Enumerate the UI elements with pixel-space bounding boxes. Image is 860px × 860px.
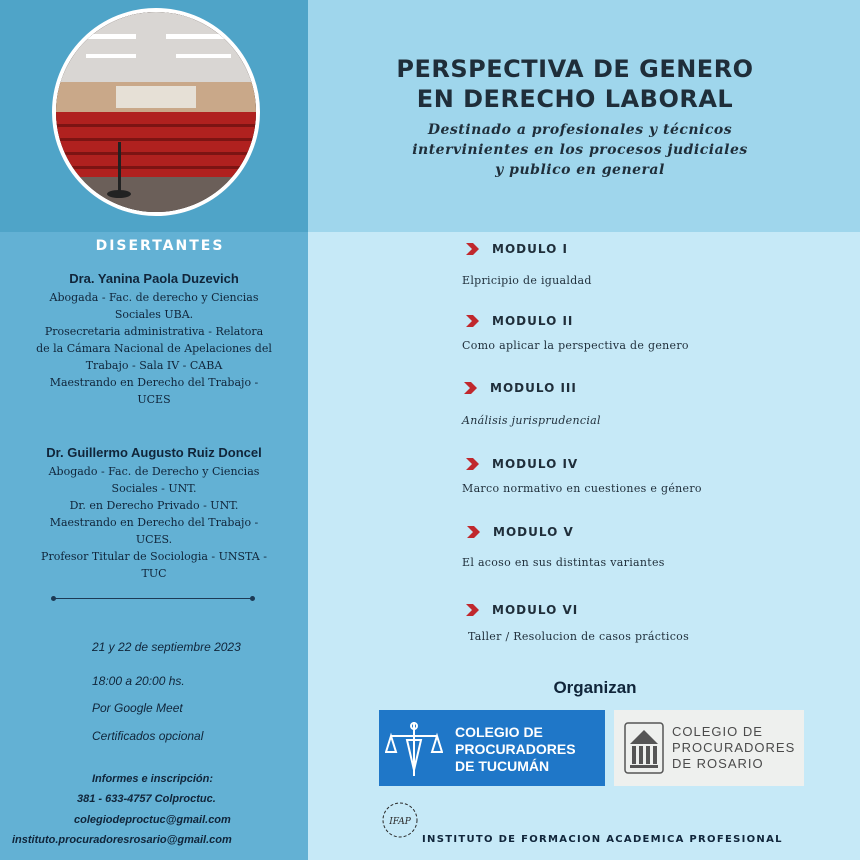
tucuman-logo-text — [455, 724, 576, 775]
bio-line: Trabajo - Sala IV - CABA — [85, 359, 223, 372]
institute-logo-letters: IFAP — [389, 817, 411, 827]
bio-line: Abogada - Fac. de derecho y Ciencias — [49, 291, 259, 304]
module-2-desc: Como aplicar la perspectiva de genero — [462, 339, 689, 352]
event-platform: Por Google Meet — [92, 701, 183, 715]
logo-line: DE ROSARIO — [672, 756, 764, 771]
module-1-heading — [464, 242, 568, 256]
module-label: MODULO III — [490, 381, 577, 395]
bio-line: Abogado - Fac. de Derecho y Ciencias — [48, 465, 260, 478]
module-label: MODULO I — [492, 242, 568, 256]
subtitle-line: Destinado a profesionales y técnicos — [427, 122, 733, 138]
module-4-heading — [464, 457, 578, 471]
contact-email-2[interactable]: instituto.procuradoresrosario@gmail.com — [12, 834, 232, 846]
speaker-1-bio — [24, 289, 284, 408]
logo-line: PROCURADORES — [672, 740, 796, 755]
right-header-panel — [308, 0, 860, 232]
building-seal-icon — [624, 722, 664, 774]
module-label: MODULO V — [493, 525, 574, 539]
subtitle-line: y publico en general — [495, 162, 665, 178]
chevron-right-icon — [465, 525, 481, 539]
page-title — [350, 54, 800, 114]
title-line: EN DERECHO LABORAL — [416, 85, 734, 113]
institute-name: INSTITUTO DE FORMACION ACADEMICA PROFESIONAL — [422, 834, 783, 845]
bio-line: Sociales - UNT. — [111, 482, 197, 495]
module-2-heading — [464, 314, 573, 328]
event-time: 18:00 a 20:00 hs. — [92, 674, 185, 688]
subtitle-line: intervinientes en los procesos judiciales — [412, 142, 748, 158]
logo-line: DE TUCUMÁN — [455, 758, 550, 774]
bio-line: UCES — [137, 393, 171, 406]
chevron-right-icon — [462, 381, 478, 395]
speaker-2-bio — [24, 463, 284, 582]
organizers-heading: Organizan — [553, 678, 637, 697]
scales-of-justice-icon — [385, 718, 443, 780]
module-5-heading — [465, 525, 574, 539]
bio-line: UCES. — [135, 533, 173, 546]
event-certificates: Certificados opcional — [92, 729, 204, 743]
module-4-desc: Marco normativo en cuestiones e género — [462, 482, 702, 495]
bio-line: Profesor Titular de Sociologia - UNSTA - — [41, 550, 267, 563]
logo-line: COLEGIO DE — [455, 724, 543, 740]
chevron-right-icon — [464, 603, 480, 617]
contact-phone: 381 - 633-4757 Colproctuc. — [77, 793, 216, 805]
module-label: MODULO VI — [492, 603, 579, 617]
chevron-right-icon — [464, 314, 480, 328]
contact-email-1[interactable]: colegiodeproctuc@gmail.com — [74, 814, 231, 826]
event-dates: 21 y 22 de septiembre 2023 — [92, 640, 241, 654]
module-label: MODULO II — [492, 314, 574, 328]
title-line: PERSPECTIVA DE GENERO — [396, 55, 754, 83]
speaker-1-name: Dra. Yanina Paola Duzevich — [69, 271, 239, 286]
bio-line: TUC — [141, 567, 167, 580]
tucuman-logo — [379, 710, 605, 786]
bio-line: Prosecretaria administrativa - Relatora — [44, 325, 264, 338]
bio-line: Sociales UBA. — [114, 308, 194, 321]
module-5-desc: El acoso en sus distintas variantes — [462, 556, 665, 569]
page-subtitle — [380, 120, 780, 180]
speakers-heading: DISERTANTES — [95, 238, 225, 254]
module-3-desc: Análisis jurisprudencial — [462, 414, 601, 427]
logo-line: PROCURADORES — [455, 741, 576, 757]
module-1-desc: Elpricipio de igualdad — [462, 274, 592, 287]
rosario-logo — [614, 710, 804, 786]
chevron-right-icon — [464, 457, 480, 471]
bio-line: Dr. en Derecho Privado - UNT. — [69, 499, 239, 512]
chevron-right-icon — [464, 242, 480, 256]
inscription-label: Informes e inscripción: — [92, 773, 214, 785]
bio-line: Maestrando en Derecho del Trabajo - — [49, 376, 259, 389]
rosario-logo-text — [672, 724, 795, 772]
module-3-heading — [462, 381, 577, 395]
speaker-2-name: Dr. Guillermo Augusto Ruiz Doncel — [46, 445, 262, 460]
module-label: MODULO IV — [492, 457, 579, 471]
bio-line: Maestrando en Derecho del Trabajo - — [49, 516, 259, 529]
bio-line: de la Cámara Nacional de Apelaciones del — [36, 342, 272, 355]
logo-line: COLEGIO DE — [672, 724, 763, 739]
institute-logo — [380, 800, 420, 840]
module-6-desc: Taller / Resolucion de casos prácticos — [468, 630, 690, 643]
module-6-heading — [464, 603, 578, 617]
auditorium-photo — [52, 8, 260, 216]
section-divider — [54, 598, 252, 599]
